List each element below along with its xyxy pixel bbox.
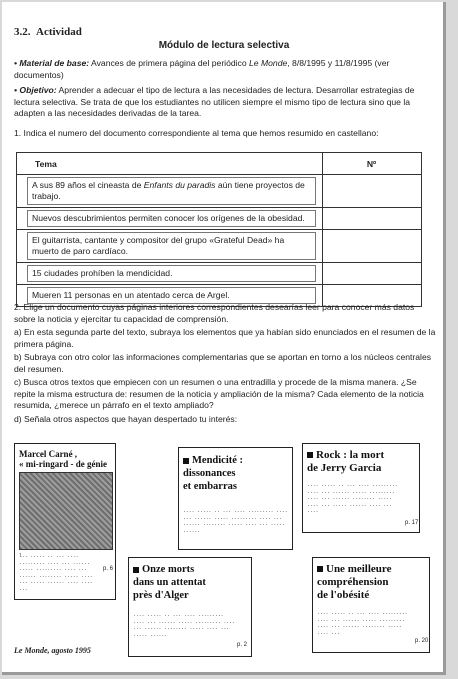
clipping-rock-body: .... ..... .. ... .... ......... .... ... ...... ..... ......... .... ... ...... ........ ..... .... ... ..... ...... .... ... .... bbox=[307, 482, 398, 515]
clipping-rock-title bbox=[307, 449, 419, 475]
question-2a: a) En esta segunda parte del texto, subraya los elementos que ya habían sido enunciados en el resumen de la primera página. bbox=[14, 327, 436, 349]
question-2: 2. Elige un documento cuyas páginas interiores correspondientes desearías leer para conocer más datos sobre la noticia y ejercitar tu capacidad de comprensión. bbox=[14, 302, 415, 324]
table-row bbox=[17, 230, 422, 263]
table-row bbox=[17, 263, 422, 285]
clipping-obesite-title bbox=[317, 563, 429, 602]
bullet-icon bbox=[317, 566, 323, 572]
objective-text: Aprender a adecuar el tipo de lectura a las necesidades de lectura. Desarrollar estrategias de lectura selectiva. Se trata de que los estudiantes no utilicen siempre el mismo tipo de lectura sino que la adapten a las necesidades derivadas de la tarea. bbox=[14, 85, 415, 118]
section-heading bbox=[14, 26, 82, 38]
number-answer-cell[interactable] bbox=[323, 230, 422, 263]
clipping-onze-morts[interactable] bbox=[128, 557, 252, 657]
topic-cell bbox=[17, 175, 323, 208]
clipping-mendicite-title bbox=[183, 454, 291, 493]
film-title: Enfants du paradis bbox=[143, 180, 216, 190]
bullet-icon bbox=[183, 458, 189, 464]
module-title: Módulo de lectura selectiva bbox=[158, 40, 290, 51]
topic-cell bbox=[17, 263, 323, 285]
material-paragraph bbox=[14, 58, 438, 81]
topic-text: Mueren 11 personas en un atentado cerca de Argel. bbox=[27, 287, 316, 304]
bullet-icon bbox=[307, 452, 313, 458]
clipping-obesite-body: .... ..... .. ... .... ......... .... ... ...... ..... ......... .... ... ...... ........ ..... .... ... bbox=[317, 610, 408, 636]
clipping-mendicite-title-text: Mendicité : dissonances et embarras bbox=[183, 455, 244, 492]
question-1: 1. Indica el numero del documento correspondiente al tema que hemos resumido en castellano: bbox=[14, 128, 379, 138]
clipping-obesite-title-text: Une meilleure compréhension de l'obésité bbox=[317, 563, 392, 601]
bullet-icon bbox=[133, 567, 139, 573]
question-2d: d) Señala otros aspectos que hayan despertado tu interés: bbox=[14, 414, 238, 424]
number-answer-cell[interactable] bbox=[323, 263, 422, 285]
clipping-rock[interactable] bbox=[302, 443, 420, 533]
table-header-row bbox=[17, 153, 422, 175]
column-header-topic: Tema bbox=[17, 153, 323, 175]
topic-text: Nuevos descubrimientos permiten conocer los orígenes de la obesidad. bbox=[27, 210, 316, 227]
clipping-carne-page: p. 6 bbox=[103, 566, 114, 572]
section-title: Actividad bbox=[36, 26, 82, 38]
clipping-onze-morts-title bbox=[133, 563, 251, 602]
clipping-obesite-page: p. 20 bbox=[415, 638, 429, 644]
material-label: • Material de base: bbox=[14, 58, 90, 68]
clipping-onze-morts-page: p. 2 bbox=[237, 642, 248, 648]
number-answer-cell[interactable] bbox=[323, 208, 422, 230]
clipping-onze-morts-body: .... ..... .. ... .... ......... .... ... ...... ..... ......... .... ... ...... ........ ..... .... ... ..... ...... bbox=[133, 612, 235, 638]
topics-table bbox=[16, 152, 422, 307]
objective-paragraph bbox=[14, 85, 438, 120]
newspaper-name: Le Monde bbox=[249, 58, 288, 68]
clipping-onze-morts-title-text: Onze morts dans un attentat près d'Alger bbox=[133, 564, 206, 601]
clipping-mendicite[interactable] bbox=[178, 447, 293, 550]
topic-cell bbox=[17, 208, 323, 230]
worksheet-page bbox=[2, 2, 446, 675]
topic-text: 15 ciudades prohíben la mendicidad. bbox=[27, 265, 316, 282]
clipping-carne-title: Marcel Carné , « mi-ringard - de génie bbox=[19, 449, 107, 469]
topic-text: El guitarrista, cantante y compositor del grupo «Grateful Dead» ha muerto de paro cardíaco. bbox=[27, 232, 316, 260]
topic-text-end: aún tiene proyectos de trabajo. bbox=[32, 180, 305, 201]
column-header-number: Nº bbox=[323, 153, 422, 175]
material-text-dates: , 8/8/1995 y 11/8/1995 (ver documentos) bbox=[14, 58, 390, 80]
number-answer-cell[interactable] bbox=[323, 175, 422, 208]
topic-text: A sus 89 años el cineasta de bbox=[32, 180, 144, 190]
objective-label: • Objetivo: bbox=[14, 85, 57, 95]
clipping-rock-title-text: Rock : la mort de Jerry Garcia bbox=[307, 449, 385, 474]
clipping-carne[interactable] bbox=[14, 443, 116, 600]
topic-cell bbox=[17, 230, 323, 263]
material-text: Avances de primera página del periódico bbox=[89, 58, 250, 68]
question-2c: c) Busca otros textos que empiecen con un resumen o una entradilla y procede de la misma manera. ¿Se repite la misma estructura de: resumen de la noticia y ampliación de la misma? Cada elemento de la noticia resumida, ¿merece un párrafo en el texto ampliado? bbox=[14, 377, 424, 410]
carne-photo bbox=[19, 472, 113, 550]
clipping-carne-body: l.. ..... .. ... .... ......... .... ... ...... ..... ......... .... ... ...... ........ ..... .... ... ..... ...... .... .... ... bbox=[19, 553, 93, 592]
clipping-obesite[interactable] bbox=[312, 557, 430, 653]
table-row bbox=[17, 208, 422, 230]
clipping-rock-page: p. 17 bbox=[405, 520, 419, 526]
table-row bbox=[17, 175, 422, 208]
section-number: 3.2. bbox=[14, 26, 31, 38]
source-caption: Le Monde, agosto 1995 bbox=[14, 646, 91, 655]
question-2b: b) Subraya con otro color las informaciones complementarias que se aportan en torno a los núcleos centrales del resumen. bbox=[14, 352, 432, 374]
clipping-mendicite-body: .... ..... .. ... .... ......... .... ... ...... ..... ......... .... ... ...... ........ ..... .... ... ..... ...... bbox=[183, 508, 288, 534]
